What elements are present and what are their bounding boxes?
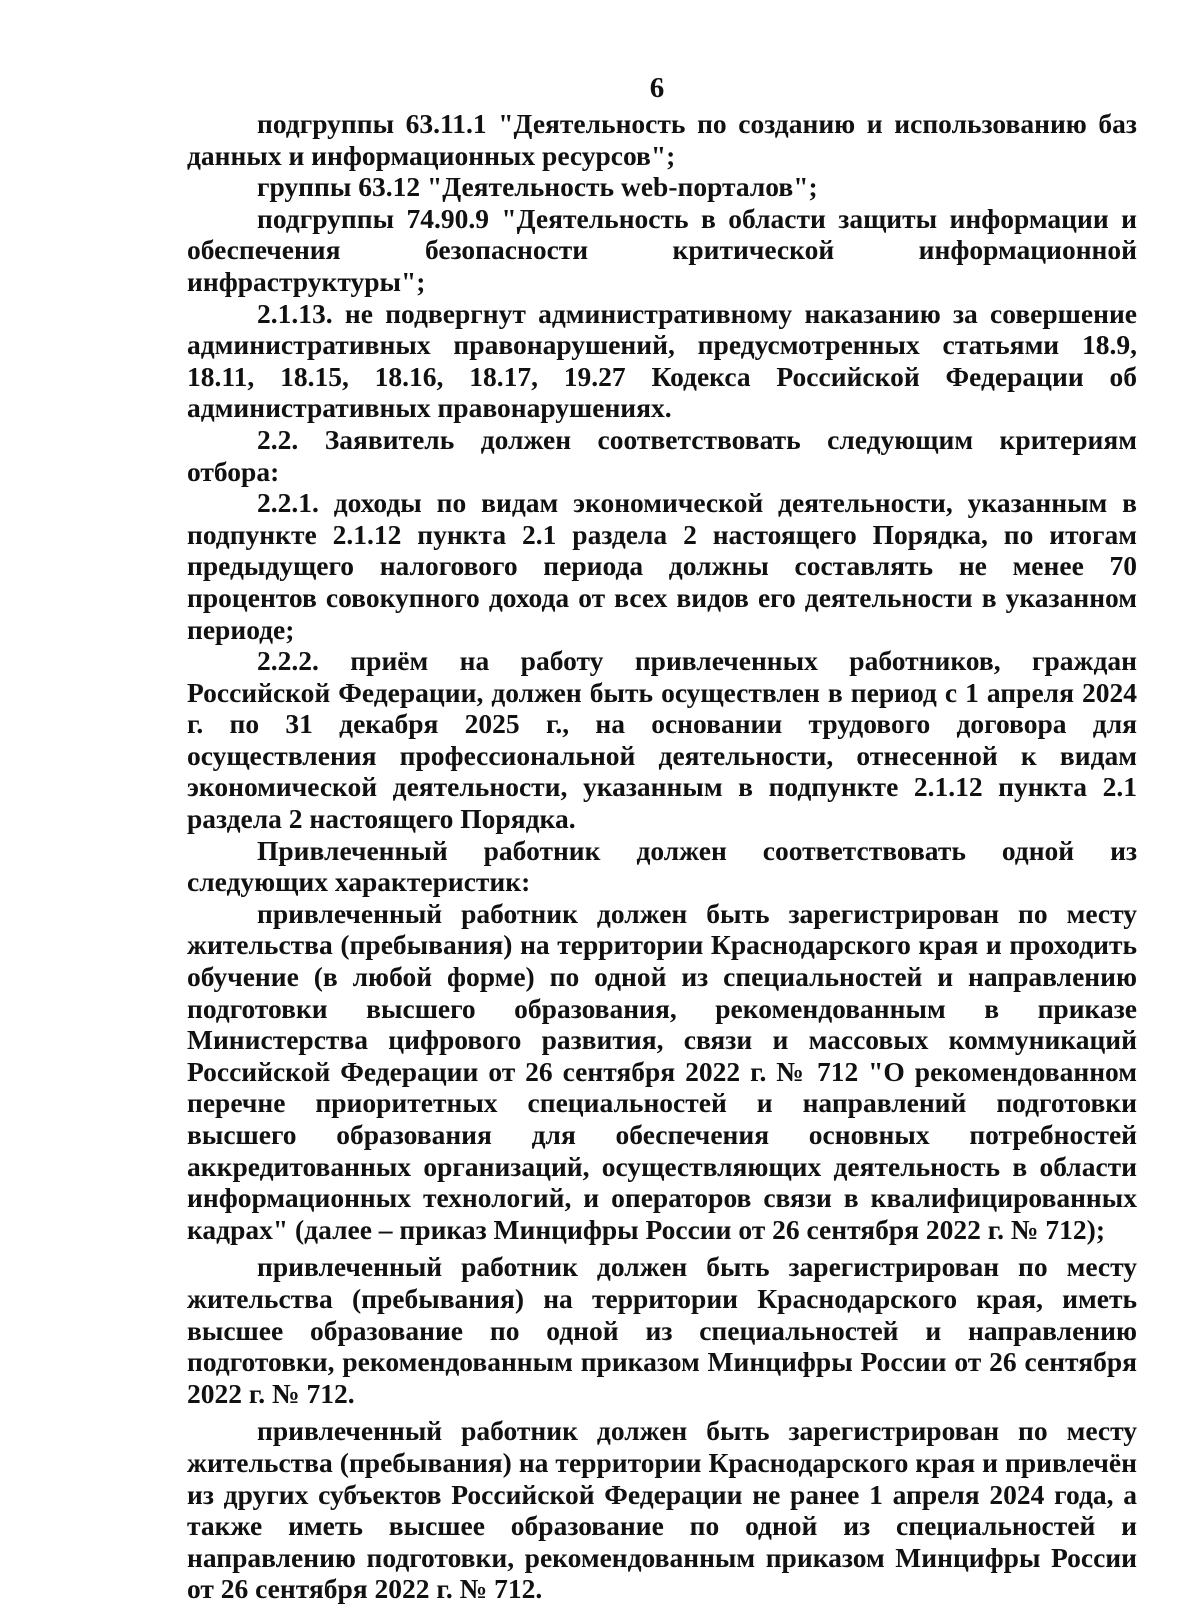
paragraph-2-2: 2.2. Заявитель должен соответствовать следующим критериям отбора:: [187, 423, 1137, 487]
paragraph-worker-characteristics: Привлеченный работник должен соответствовать одной из следующих характеристик:: [187, 834, 1137, 898]
paragraph-subgroup-74-90-9: подгруппы 74.90.9 "Деятельность в области защиты информации и обеспечения безопасности критической информационной инфраструктуры";: [187, 202, 1137, 297]
paragraph-2-1-13: 2.1.13. не подвергнут административному наказанию за совершение административных правонарушений, предусмотренных статьями 18.9, 18.11, 18.15, 18.16, 18.17, 19.27 Кодекса Российской Федерации об административных правонарушениях.: [187, 297, 1137, 424]
document-body: [187, 108, 1137, 1605]
paragraph-worker-option-2: привлеченный работник должен быть зарегистрирован по месту жительства (пребывания) на территории Краснодарского края, иметь высшее образование по одной из специальностей и направлению подготовки, рекомендованным приказом Минцифры России от 26 сентября 2022 г. № 712.: [187, 1251, 1137, 1409]
page-number: 6: [649, 72, 665, 104]
paragraph-worker-option-3: привлеченный работник должен быть зарегистрирован по месту жительства (пребывания) на территории Краснодарского края и привлечён из других субъектов Российской Федерации не ранее 1 апреля 2024 года, а также иметь высшее образование по одной из специальностей и направлению подготовки, рекомендованным приказом Минцифры России от 26 сентября 2022 г. № 712.: [187, 1415, 1137, 1605]
paragraph-subgroup-63-11-1: подгруппы 63.11.1 "Деятельность по созданию и использованию баз данных и информационных ресурсов";: [187, 108, 1137, 171]
paragraph-2-2-2: 2.2.2. приём на работу привлеченных работников, граждан Российской Федерации, должен быть осуществлен в период с 1 апреля 2024 г. по 31 декабря 2025 г., на основании трудового договора для осуществления профессиональной деятельности, отнесенной к видам экономической деятельности, указанным в подпункте 2.1.12 пункта 2.1 раздела 2 настоящего Порядка.: [187, 645, 1137, 835]
paragraph-2-2-1: 2.2.1. доходы по видам экономической деятельности, указанным в подпункте 2.1.12 пункта 2.1 раздела 2 настоящего Порядка, по итогам предыдущего налогового периода должны составлять не менее 70 процентов совокупного дохода от всех видов его деятельности в указанном периоде;: [187, 487, 1137, 645]
paragraph-worker-option-1: привлеченный работник должен быть зарегистрирован по месту жительства (пребывания) на территории Краснодарского края и проходить обучение (в любой форме) по одной из специальностей и направлению подготовки высшего образования, рекомендованным в приказе Министерства цифрового развития, связи и массовых коммуникаций Российской Федерации от 26 сентября 2022 г. № 712 "О рекомендованном перечне приоритетных специальностей и направлений подготовки высшего образования для обеспечения основных потребностей аккредитованных организаций, осуществляющих деятельность в области информационных технологий, и операторов связи в квалифицированных кадрах" (далее – приказ Минцифры России от 26 сентября 2022 г. № 712);: [187, 897, 1137, 1245]
paragraph-group-63-12: группы 63.12 "Деятельность web-порталов";: [257, 171, 818, 203]
